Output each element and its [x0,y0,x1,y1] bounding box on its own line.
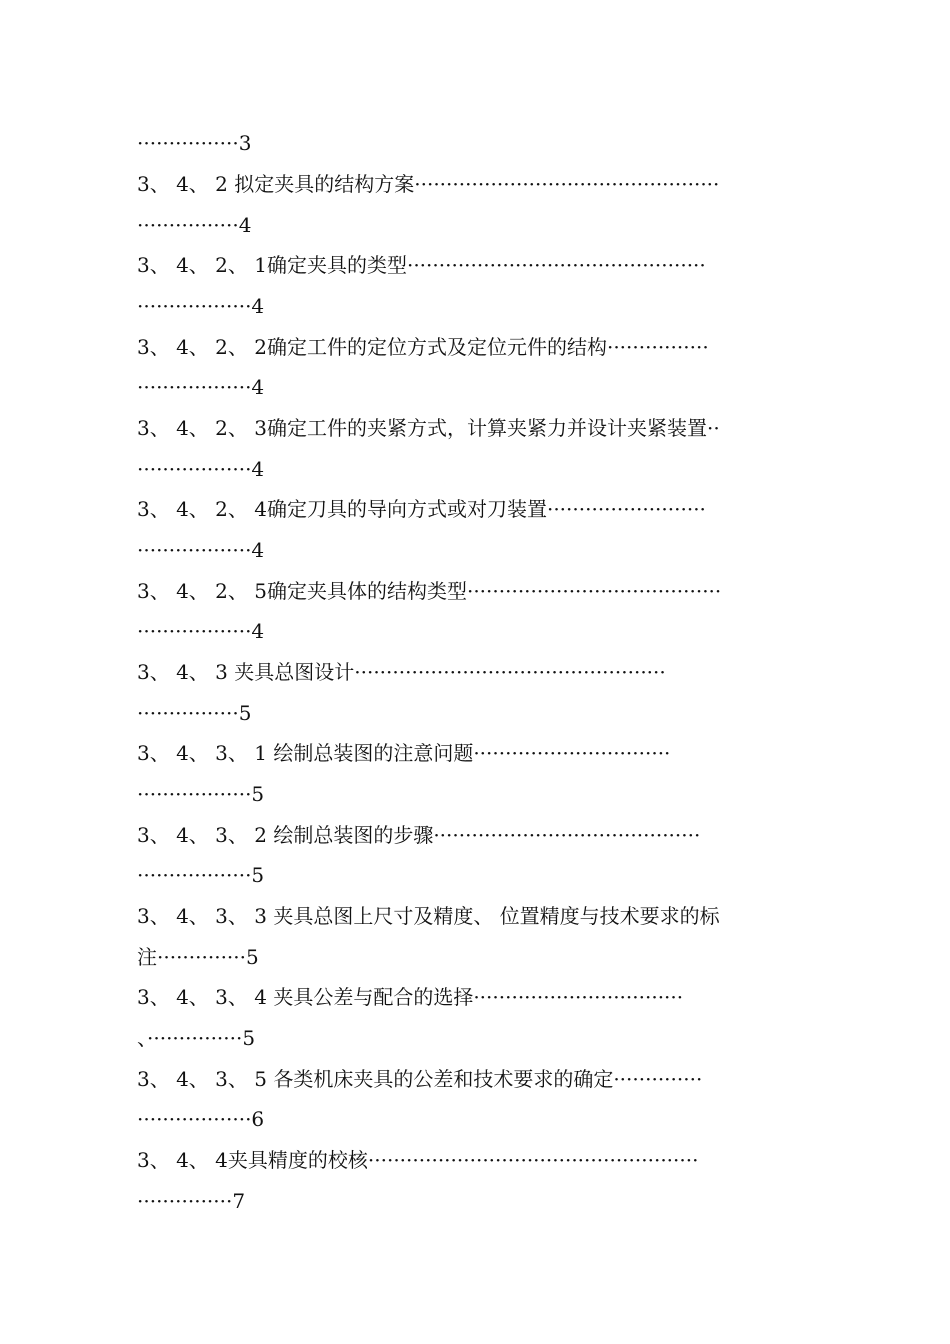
toc-text: ··················4 [137,457,265,481]
toc-text: 、···············5 [137,1026,256,1050]
toc-text: 3、 4、 3、 4 夹具公差与配合的选择································· [137,985,684,1009]
toc-text: 3、 4、 2、 3确定工件的夹紧方式，计算夹紧力并设计夹紧装置·· [137,416,720,440]
toc-text: 3、 4、 4夹具精度的校核···················································· [137,1148,699,1172]
toc-line [137,454,837,484]
toc-line [137,291,837,321]
toc-line [137,535,837,565]
toc-line [137,250,837,280]
toc-line [137,616,837,646]
toc-line [137,1064,837,1094]
toc-text: 3、 4、 3 夹具总图设计················································· [137,660,666,684]
toc-line [137,901,837,931]
toc-text: ··················5 [137,782,265,806]
toc-text: ··················4 [137,294,265,318]
toc-text: ················5 [137,701,252,725]
toc-line [137,820,837,850]
toc-text: 3、 4、 2、 1确定夹具的类型··············································· [137,253,706,277]
toc-line [137,698,837,728]
toc-text: 3、 4、 3、 5 各类机床夹具的公差和技术要求的确定·············· [137,1067,703,1091]
toc-line [137,1104,837,1134]
toc-text: ···············7 [137,1189,246,1213]
toc-text: 3、 4、 3、 1 绘制总装图的注意问题······························· [137,741,671,765]
toc-text: ················3 [137,131,252,155]
toc-line [137,210,837,240]
toc-text: ··················6 [137,1107,265,1131]
toc-text: 3、 4、 2、 2确定工件的定位方式及定位元件的结构················ [137,335,709,359]
toc-line [137,779,837,809]
toc-text: 3、 4、 2、 4确定刀具的导向方式或对刀装置························· [137,497,706,521]
toc-line [137,413,837,443]
toc-line [137,738,837,768]
toc-line [137,942,837,972]
toc-line [137,1145,837,1175]
toc-line [137,1186,837,1216]
toc-line [137,494,837,524]
toc-text: 3、 4、 2、 5确定夹具体的结构类型········································ [137,579,722,603]
toc-line [137,128,837,158]
toc-text: ················4 [137,213,252,237]
toc-text: ··················4 [137,375,265,399]
toc-line [137,657,837,687]
toc-text: ··················4 [137,619,265,643]
toc-text: 3、 4、 2 拟定夹具的结构方案················································ [137,172,720,196]
toc-line [137,860,837,890]
toc-line [137,169,837,199]
toc-line [137,576,837,606]
toc-text: ··················4 [137,538,265,562]
toc-text: 3、 4、 3、 2 绘制总装图的步骤·········································· [137,823,701,847]
toc-text: 3、 4、 3、 3 夹具总图上尺寸及精度、 位置精度与技术要求的标 [137,904,720,928]
toc-text: ··················5 [137,863,265,887]
toc-text: 注··············5 [137,945,259,969]
toc-line [137,982,837,1012]
toc-line [137,332,837,362]
toc-line [137,1023,837,1053]
toc-line [137,372,837,402]
